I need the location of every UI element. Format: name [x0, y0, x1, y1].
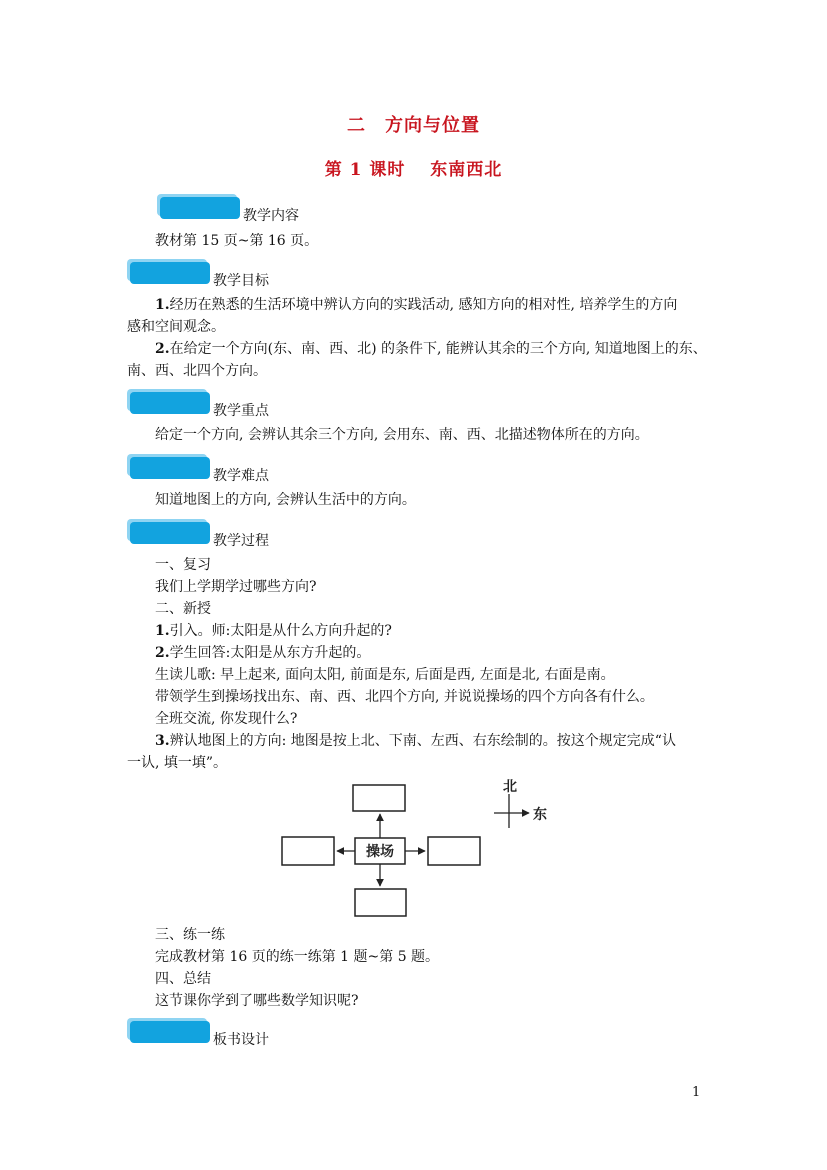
goal-1-number: 1.	[155, 297, 170, 313]
chapter-title: 二 方向与位置	[347, 115, 480, 136]
goal-2-line1	[155, 338, 707, 360]
step-1-number: 1.	[155, 623, 170, 639]
blank-box-north	[353, 785, 405, 811]
section-tag-goals	[130, 262, 210, 284]
blank-box-east	[428, 837, 480, 865]
step-2-text: 学生回答:太阳是从东方升起的。	[169, 645, 371, 661]
compass-east-label: 东	[533, 807, 547, 823]
discuss-text: 全班交流, 你发现什么?	[155, 711, 298, 727]
summary-question: 这节课你学到了哪些数学知识呢?	[155, 993, 359, 1009]
section-heading-process: 教学过程	[213, 533, 269, 549]
blank-box-south	[355, 889, 406, 916]
practice-title: 三、练一练	[155, 927, 225, 943]
difficulty-text: 知道地图上的方向, 会辨认生活中的方向。	[155, 492, 416, 508]
section-heading-board: 板书设计	[213, 1032, 269, 1048]
section-heading-difficulty: 教学难点	[213, 468, 269, 484]
review-title: 一、复习	[155, 557, 211, 573]
section-heading-goals: 教学目标	[213, 273, 269, 289]
goal-1-text: 经历在熟悉的生活环境中辨认方向的实践活动, 感知方向的相对性, 培养学生的方向	[169, 297, 678, 313]
step-3-text: 辨认地图上的方向: 地图是按上北、下南、左西、右东绘制的。按这个规定完成“认	[169, 733, 676, 749]
section-heading-content: 教学内容	[243, 208, 299, 224]
section-tag-content	[160, 197, 240, 219]
section-tag-key	[130, 392, 210, 414]
compass-north-label: 北	[503, 779, 517, 795]
page-number: 1	[692, 1085, 701, 1100]
section-tag-board	[130, 1021, 210, 1043]
step-1-text: 引入。师:太阳是从什么方向升起的?	[169, 623, 392, 639]
new-title: 二、新授	[155, 601, 211, 617]
step-1	[155, 620, 392, 642]
song-text: 生读儿歌: 早上起来, 面向太阳, 前面是东, 后面是西, 左面是北, 右面是南。	[155, 667, 615, 683]
key-text: 给定一个方向, 会辨认其余三个方向, 会用东、南、西、北描述物体所在的方向。	[155, 427, 649, 443]
section-tag-process	[130, 522, 210, 544]
playground-label: 操场	[366, 844, 394, 860]
section-heading-key: 教学重点	[213, 403, 269, 419]
goal-2-text: 在给定一个方向(东、南、西、北) 的条件下, 能辨认其余的三个方向, 知道地图上的东、	[169, 341, 707, 357]
step-3-line1	[155, 730, 676, 752]
step-2-number: 2.	[155, 645, 170, 661]
step-2	[155, 642, 370, 664]
goal-1-line2: 感和空间观念。	[127, 319, 225, 335]
summary-title: 四、总结	[155, 971, 211, 987]
section-tag-difficulty	[130, 457, 210, 479]
step-3-number: 3.	[155, 733, 170, 749]
blank-box-west	[282, 837, 334, 865]
review-question: 我们上学期学过哪些方向?	[155, 579, 317, 595]
lead-text: 带领学生到操场找出东、南、西、北四个方向, 并说说操场的四个方向各有什么。	[155, 689, 654, 705]
direction-diagram	[275, 772, 560, 922]
goal-1-line1	[155, 294, 677, 316]
lesson-title: 第 1 课时 东南西北	[324, 160, 503, 180]
goal-2-number: 2.	[155, 341, 170, 357]
content-text: 教材第 15 页~第 16 页。	[155, 233, 319, 249]
step-3-line2: 一认, 填一填”。	[127, 755, 228, 771]
goal-2-line2: 南、西、北四个方向。	[127, 363, 267, 379]
practice-text: 完成教材第 16 页的练一练第 1 题~第 5 题。	[155, 949, 440, 965]
